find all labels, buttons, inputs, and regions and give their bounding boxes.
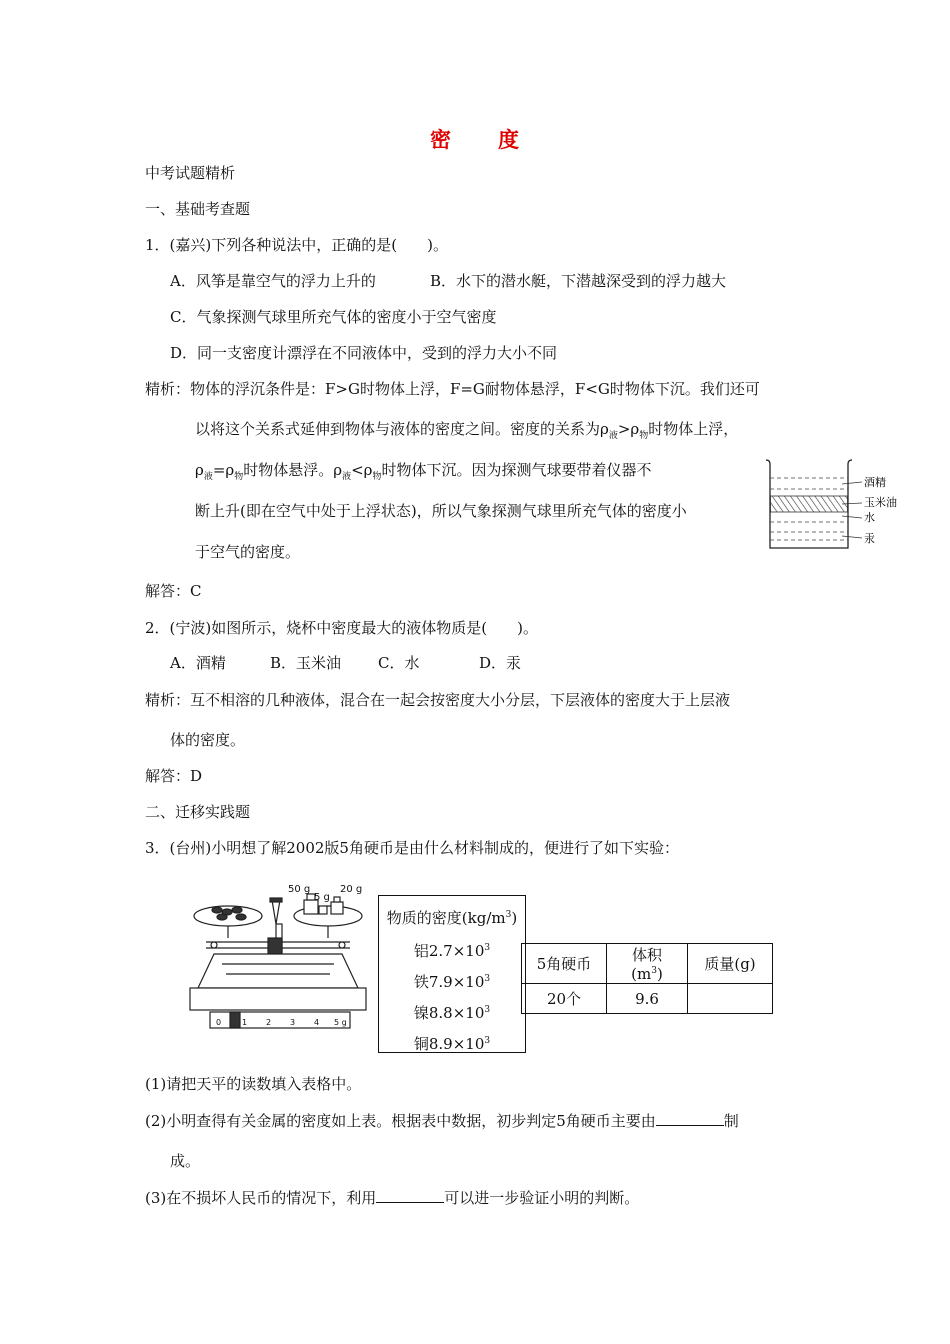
q3-sub2-line1: (2)小明查得有关金属的密度如上表。根据表中数据，初步判定5角硬币主要由 制 [145, 1112, 739, 1130]
part1-heading: 一、基础考查题 [145, 200, 251, 218]
q3-sub3: (3)在不损坏人民币的情况下，利用 可以进一步验证小明的判断。 [145, 1189, 640, 1207]
section-header: 中考试题精析 [145, 164, 236, 182]
density-row-nickel: 镍$8.8\times 10^3$ [413, 1004, 491, 1022]
beaker-label-mercury: 汞 [864, 532, 875, 545]
q3-sub3-blank[interactable] [376, 1188, 444, 1203]
q2-option-b: B．玉米油 [270, 654, 342, 672]
corn-oil-layer [771, 496, 848, 512]
q1-answer: 解答：C [145, 582, 202, 600]
q3-sub2-blank[interactable] [656, 1111, 724, 1126]
scale-tick-2: 2 [266, 1018, 272, 1027]
q2-analysis-line1: 精析：互不相溶的几种液体，混合在一起会按密度大小分层，下层液体的密度大于上层液 [145, 691, 731, 709]
q1-analysis-line5: 于空气的密度。 [195, 543, 301, 561]
coin-table-count: 20个 [522, 984, 607, 1014]
beaker-label-water: 水 [864, 511, 875, 524]
part2-heading: 二、迁移实践题 [145, 803, 251, 821]
q1-analysis-line3: $\rho_液=\rho_物$时物体悬浮。$\rho_液<\rho_物$时物体下沉。因为探测气球要带着仪器不 [195, 461, 652, 482]
page-title: 密 度 [430, 127, 520, 152]
q1-option-b: B．水下的潜水艇，下潜越深受到的浮力越大 [430, 272, 727, 290]
q1-option-d: D．同一支密度计漂浮在不同液体中，受到的浮力大小不同 [170, 344, 558, 362]
q1-analysis-line2: 以将这个关系式延伸到物体与液体的密度之间。密度的关系为$\rho_液>\rho_物$时物体上浮， [195, 420, 739, 441]
coin-table-header-coin: 5角硬币 [522, 944, 607, 984]
q1-stem: 1．(嘉兴)下列各种说法中，正确的是( )。 [145, 236, 448, 254]
q2-analysis-line2: 体的密度。 [170, 731, 246, 749]
scale-tick-0: 0 [216, 1018, 222, 1027]
scale-tick-4: 4 [314, 1018, 320, 1027]
q2-answer: 解答：D [145, 767, 203, 785]
density-row-aluminum: 铝$2.7\times 10^3$ [413, 942, 491, 960]
q3-sub2-line2: 成。 [170, 1152, 201, 1170]
scale-tick-5: 5 g [334, 1018, 347, 1027]
weight-label-20g: 20 g [340, 884, 363, 895]
table-row [522, 944, 773, 984]
weight-label-5g: 5 g [314, 892, 330, 903]
beaker-label-corn-oil: 玉米油 [864, 496, 897, 509]
table-row [522, 984, 773, 1014]
q1-analysis-line4: 断上升(即在空气中处于上浮状态)，所以气象探测气球里所充气体的密度小 [195, 502, 687, 520]
q3-stem: 3．(台州)小明想了解2002版5角硬币是由什么材料制成的，便进行了如下实验： [145, 839, 679, 857]
coin-table-header-mass: 质量(g) [688, 944, 773, 984]
coin-table-volume-value: 9.6 [607, 984, 688, 1014]
weight-label-50g: 50 g [288, 884, 311, 895]
q2-option-c: C．水 [378, 654, 420, 672]
q2-option-a: A．酒精 [170, 654, 226, 672]
q2-option-d: D．汞 [479, 654, 522, 672]
coin-table-header-volume: 体积$(m^3)$ [607, 944, 688, 984]
scale-tick-1: 1 [242, 1018, 248, 1027]
q1-option-c: C．气象探测气球里所充气体的密度小于空气密度 [170, 308, 497, 326]
density-reference-table [378, 895, 526, 1053]
density-row-iron: 铁$7.9\times 10^3$ [413, 973, 491, 991]
q2-stem: 2．(宁波)如图所示，烧杯中密度最大的液体物质是( )。 [145, 619, 538, 637]
q1-option-a: A．风筝是靠空气的浮力上升的 [170, 272, 376, 290]
beaker-figure [762, 456, 912, 554]
q3-sub1: (1)请把天平的读数填入表格中。 [145, 1075, 362, 1093]
q1-analysis-line1: 精析：物体的浮沉条件是：F>G时物体上浮，F=G耐物体悬浮，F<G时物体下沉。我们还可 [145, 380, 760, 398]
coin-table-mass-value[interactable] [688, 984, 773, 1014]
balance-figure [186, 878, 370, 1034]
beaker-label-alcohol: 酒精 [864, 476, 886, 489]
coin-data-table [521, 943, 773, 1014]
density-row-copper: 铜$8.9\times 10^3$ [413, 1035, 491, 1053]
density-table-header: 物质的密度$(kg/m^3)$ [386, 909, 518, 927]
scale-tick-3: 3 [290, 1018, 296, 1027]
